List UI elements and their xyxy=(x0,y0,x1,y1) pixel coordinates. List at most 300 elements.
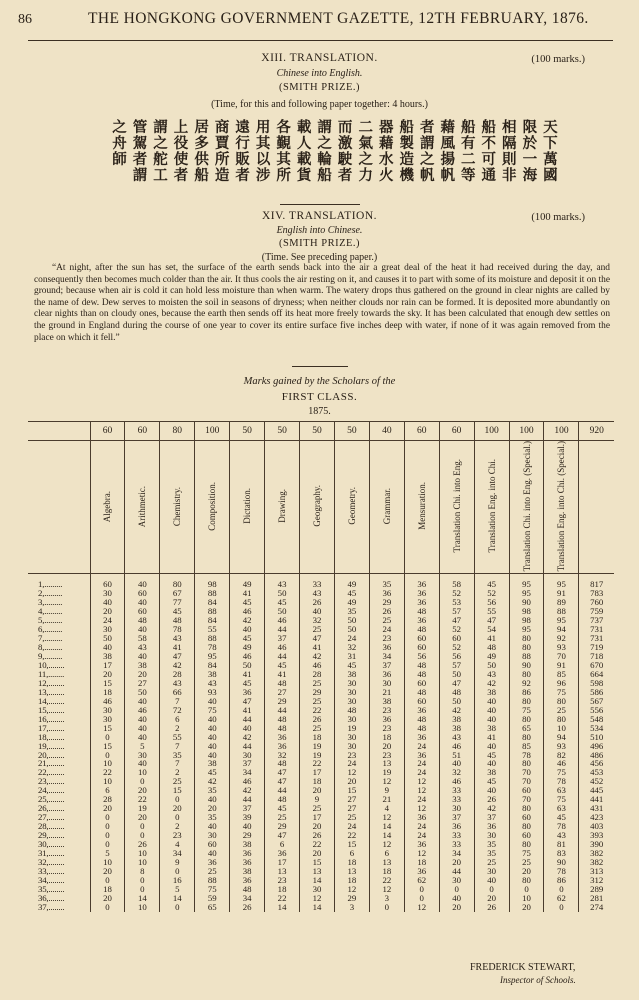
mark-cell: 39 xyxy=(230,813,265,822)
mark-cell: 12 xyxy=(369,885,404,894)
mark-cell: 57 xyxy=(439,607,474,616)
mark-cell: 60 xyxy=(509,786,544,795)
mark-cell: 38 xyxy=(195,670,230,679)
mark-cell: 88 xyxy=(195,589,230,598)
mark-cell: 60 xyxy=(404,679,439,688)
mark-cell: 48 xyxy=(265,759,300,768)
total-cell: 731 xyxy=(579,625,614,634)
mark-cell: 12 xyxy=(334,768,369,777)
mark-cell: 36 xyxy=(230,876,265,885)
mark-cell: 30 xyxy=(195,831,230,840)
mark-cell: 34 xyxy=(160,849,195,858)
subject-header-cell xyxy=(509,441,544,574)
mark-cell: 52 xyxy=(474,589,509,598)
mark-cell: 25 xyxy=(300,804,335,813)
mark-cell: 45 xyxy=(230,679,265,688)
scholar-number: 6,......... xyxy=(38,625,63,635)
mark-cell: 47 xyxy=(474,616,509,625)
mark-cell: 57 xyxy=(439,661,474,670)
mark-cell: 49 xyxy=(474,652,509,661)
chinese-column: 之舟師 xyxy=(110,119,126,167)
mark-cell: 92 xyxy=(509,679,544,688)
mark-cell: 26 xyxy=(474,795,509,804)
mark-cell: 47 xyxy=(160,652,195,661)
subject-header-cell xyxy=(369,441,404,574)
mark-cell: 24 xyxy=(90,616,125,625)
mark-cell: 50 xyxy=(334,625,369,634)
mark-cell: 0 xyxy=(544,885,579,894)
mark-cell: 80 xyxy=(509,643,544,652)
mark-cell: 40 xyxy=(474,786,509,795)
mark-cell: 22 xyxy=(125,795,160,804)
total-cell: 441 xyxy=(579,795,614,804)
mark-cell: 48 xyxy=(404,607,439,616)
mark-cell: 93 xyxy=(544,742,579,751)
section14-prize: (SMITH PRIZE.) xyxy=(278,238,361,249)
mark-cell: 0 xyxy=(90,733,125,742)
total-cell: 534 xyxy=(579,724,614,733)
mark-cell: 31 xyxy=(334,652,369,661)
mark-cell: 48 xyxy=(404,625,439,634)
header-rule xyxy=(28,40,613,41)
mark-cell: 95 xyxy=(509,625,544,634)
mark-cell: 0 xyxy=(125,885,160,894)
mark-cell: 65 xyxy=(195,903,230,912)
mark-cell: 44 xyxy=(265,625,300,634)
mark-cell: 49 xyxy=(334,598,369,607)
mark-cell: 70 xyxy=(509,777,544,786)
scholar-number: 10,........ xyxy=(38,661,65,670)
mark-cell: 27 xyxy=(265,688,300,697)
mark-cell: 40 xyxy=(125,574,160,589)
scholar-number: 16,........ xyxy=(38,714,65,724)
mark-cell: 98 xyxy=(509,607,544,616)
mark-cell: 88 xyxy=(195,876,230,885)
total-cell: 431 xyxy=(579,804,614,813)
total-cell: 598 xyxy=(579,679,614,688)
page-header xyxy=(18,10,618,36)
chinese-passage xyxy=(108,119,558,201)
total-cell: 453 xyxy=(579,768,614,777)
mark-cell: 9 xyxy=(300,795,335,804)
mark-cell: 6 xyxy=(160,715,195,724)
table-caption-year: 1875. xyxy=(308,406,331,417)
mark-cell: 30 xyxy=(90,706,125,715)
mark-cell: 13 xyxy=(369,759,404,768)
mark-cell: 60 xyxy=(195,840,230,849)
mark-cell: 40 xyxy=(195,697,230,706)
mark-cell: 6 xyxy=(90,786,125,795)
mark-cell: 50 xyxy=(125,688,160,697)
total-cell: 486 xyxy=(579,751,614,760)
mark-cell: 46 xyxy=(230,777,265,786)
mark-cell: 23 xyxy=(334,751,369,760)
mark-cell: 48 xyxy=(265,679,300,688)
mark-cell: 41 xyxy=(474,634,509,643)
mark-cell: 20 xyxy=(439,858,474,867)
mark-cell: 38 xyxy=(369,697,404,706)
scholar-number: 15,........ xyxy=(38,705,65,715)
mark-cell: 32 xyxy=(300,616,335,625)
mark-cell: 15 xyxy=(160,786,195,795)
mark-cell: 75 xyxy=(195,706,230,715)
mark-cell: 54 xyxy=(474,625,509,634)
total-cell: 403 xyxy=(579,822,614,831)
mark-cell: 18 xyxy=(90,885,125,894)
mark-cell: 14 xyxy=(265,903,300,912)
scholar-number: 35,........ xyxy=(38,884,65,894)
mark-cell: 50 xyxy=(334,616,369,625)
mark-cell: 53 xyxy=(439,598,474,607)
mark-cell: 89 xyxy=(544,598,579,607)
mark-cell: 0 xyxy=(125,876,160,885)
scholar-number: 7,......... xyxy=(38,634,63,644)
mark-cell: 80 xyxy=(160,574,195,589)
subject-header-cell xyxy=(195,441,230,574)
mark-cell: 29 xyxy=(300,688,335,697)
scholar-number: 5,......... xyxy=(38,616,63,626)
mark-cell: 84 xyxy=(195,616,230,625)
mark-cell: 40 xyxy=(125,598,160,607)
mark-cell: 81 xyxy=(544,840,579,849)
chinese-column: 上役使者 xyxy=(171,119,188,183)
mark-cell: 95 xyxy=(509,574,544,589)
mark-cell: 48 xyxy=(474,643,509,652)
mark-cell: 4 xyxy=(160,840,195,849)
mark-cell: 47 xyxy=(265,768,300,777)
mark-cell: 23 xyxy=(369,751,404,760)
mark-cell: 20 xyxy=(300,822,335,831)
mark-cell: 45 xyxy=(474,574,509,589)
mark-cell: 20 xyxy=(334,777,369,786)
total-cell: 760 xyxy=(579,598,614,607)
scholar-number: 34,........ xyxy=(38,875,65,885)
mark-cell: 58 xyxy=(439,574,474,589)
scholar-number: 31,........ xyxy=(38,849,65,858)
mark-cell: 15 xyxy=(334,840,369,849)
mark-cell: 19 xyxy=(334,724,369,733)
mark-cell: 20 xyxy=(439,903,474,912)
subject-label: Translation Eng. into Chi. (Special.) xyxy=(556,441,567,572)
mark-cell: 43 xyxy=(300,589,335,598)
max-marks-cell: 60 xyxy=(90,422,125,441)
mark-cell: 10 xyxy=(544,724,579,733)
mark-cell: 18 xyxy=(369,867,404,876)
mark-cell: 0 xyxy=(125,777,160,786)
section-divider xyxy=(280,204,360,205)
mark-cell: 15 xyxy=(300,858,335,867)
subject-label: Translation Chi. into Eng. (Special.) xyxy=(521,441,532,572)
mark-cell: 40 xyxy=(439,759,474,768)
table-caption-line1: Marks gained by the Scholars of the xyxy=(243,376,396,387)
total-cell: 567 xyxy=(579,697,614,706)
mark-cell: 55 xyxy=(474,607,509,616)
scholar-number: 36,........ xyxy=(38,893,65,903)
mark-cell: 0 xyxy=(160,903,195,912)
mark-cell: 40 xyxy=(125,625,160,634)
mark-cell: 26 xyxy=(125,840,160,849)
total-cell: 718 xyxy=(579,652,614,661)
mark-cell: 95 xyxy=(195,652,230,661)
mark-cell: 48 xyxy=(230,885,265,894)
mark-cell: 20 xyxy=(509,867,544,876)
mark-cell: 70 xyxy=(509,795,544,804)
max-marks-cell: 100 xyxy=(544,422,579,441)
mark-cell: 46 xyxy=(439,742,474,751)
mark-cell: 66 xyxy=(160,688,195,697)
chinese-column: 而激駛者 xyxy=(335,119,352,183)
gazette-title: THE HONGKONG GOVERNMENT GAZETTE, 12TH FEBRUARY, 1876. xyxy=(88,10,589,27)
mark-cell: 60 xyxy=(509,831,544,840)
mark-cell: 12 xyxy=(404,903,439,912)
mark-cell: 60 xyxy=(509,813,544,822)
mark-cell: 56 xyxy=(404,652,439,661)
table-row xyxy=(28,574,614,589)
mark-cell: 75 xyxy=(544,688,579,697)
mark-cell: 42 xyxy=(439,706,474,715)
mark-cell: 3 xyxy=(369,894,404,903)
mark-cell: 30 xyxy=(90,589,125,598)
subject-header-cell xyxy=(579,441,614,574)
mark-cell: 43 xyxy=(265,574,300,589)
mark-cell: 88 xyxy=(195,607,230,616)
scholar-number: 28,........ xyxy=(38,822,65,832)
subject-header-cell xyxy=(90,441,125,574)
mark-cell: 36 xyxy=(404,589,439,598)
scholar-number: 24,........ xyxy=(38,786,65,796)
mark-cell: 86 xyxy=(544,876,579,885)
mark-cell: 40 xyxy=(230,724,265,733)
scholar-number: 23,........ xyxy=(38,777,65,787)
mark-cell: 88 xyxy=(544,607,579,616)
mark-cell: 20 xyxy=(160,804,195,813)
mark-cell: 33 xyxy=(439,795,474,804)
mark-cell: 90 xyxy=(509,661,544,670)
mark-cell: 78 xyxy=(544,867,579,876)
mark-cell: 33 xyxy=(439,831,474,840)
mark-cell: 86 xyxy=(509,688,544,697)
mark-cell: 80 xyxy=(544,697,579,706)
mark-cell: 30 xyxy=(439,876,474,885)
mark-cell: 13 xyxy=(369,858,404,867)
mark-cell: 36 xyxy=(369,715,404,724)
mark-cell: 37 xyxy=(230,804,265,813)
mark-cell: 83 xyxy=(544,849,579,858)
mark-cell: 41 xyxy=(474,733,509,742)
subject-header-cell xyxy=(265,441,300,574)
mark-cell: 38 xyxy=(230,867,265,876)
mark-cell: 43 xyxy=(125,643,160,652)
scholar-number: 8,......... xyxy=(38,643,63,653)
mark-cell: 0 xyxy=(90,876,125,885)
mark-cell: 9 xyxy=(160,858,195,867)
mark-cell: 92 xyxy=(544,634,579,643)
mark-cell: 26 xyxy=(230,903,265,912)
mark-cell: 50 xyxy=(439,670,474,679)
mark-cell: 0 xyxy=(544,903,579,912)
subject-header-cell xyxy=(230,441,265,574)
chinese-column: 居多供船 xyxy=(192,119,209,183)
mark-cell: 38 xyxy=(230,840,265,849)
mark-cell: 14 xyxy=(125,894,160,903)
mark-cell: 43 xyxy=(474,670,509,679)
subject-label: Algebra. xyxy=(102,490,113,522)
mark-cell: 35 xyxy=(160,751,195,760)
mark-cell: 25 xyxy=(265,813,300,822)
section13-heading: XIII. TRANSLATION. xyxy=(261,52,378,64)
mark-cell: 5 xyxy=(160,885,195,894)
mark-cell: 36 xyxy=(404,574,439,589)
mark-cell: 36 xyxy=(230,858,265,867)
scholar-number: 1,......... xyxy=(38,579,63,590)
mark-cell: 12 xyxy=(334,885,369,894)
max-marks-cell: 60 xyxy=(439,422,474,441)
mark-cell: 25 xyxy=(544,706,579,715)
mark-cell: 24 xyxy=(334,759,369,768)
mark-cell: 28 xyxy=(300,670,335,679)
mark-cell: 48 xyxy=(404,661,439,670)
mark-cell: 47 xyxy=(439,679,474,688)
mark-cell: 60 xyxy=(404,643,439,652)
mark-cell: 46 xyxy=(544,759,579,768)
subject-header-cell xyxy=(334,441,369,574)
scholar-number: 18,........ xyxy=(38,732,65,742)
mark-cell: 0 xyxy=(160,867,195,876)
mark-cell: 91 xyxy=(544,589,579,598)
mark-cell: 36 xyxy=(265,742,300,751)
mark-cell: 55 xyxy=(160,733,195,742)
mark-cell: 77 xyxy=(160,598,195,607)
mark-cell: 24 xyxy=(404,768,439,777)
chinese-column: 限於一海 xyxy=(520,119,537,183)
mark-cell: 40 xyxy=(195,849,230,858)
mark-cell: 94 xyxy=(544,733,579,742)
scholar-number: 14,........ xyxy=(38,696,65,706)
mark-cell: 59 xyxy=(195,894,230,903)
mark-cell: 0 xyxy=(404,894,439,903)
mark-cell: 40 xyxy=(230,625,265,634)
mark-cell: 36 xyxy=(404,751,439,760)
marks-table-container xyxy=(28,421,614,961)
mark-cell: 12 xyxy=(369,777,404,786)
mark-cell: 18 xyxy=(265,885,300,894)
marks-table-body xyxy=(28,574,614,912)
mark-cell: 0 xyxy=(125,822,160,831)
mark-cell: 63 xyxy=(544,804,579,813)
mark-cell: 8 xyxy=(125,867,160,876)
mark-cell: 20 xyxy=(90,894,125,903)
max-marks-cell: 60 xyxy=(125,422,160,441)
mark-cell: 47 xyxy=(439,616,474,625)
mark-cell: 50 xyxy=(230,661,265,670)
mark-cell: 65 xyxy=(509,724,544,733)
mark-cell: 18 xyxy=(334,876,369,885)
mark-cell: 45 xyxy=(265,661,300,670)
mark-cell: 20 xyxy=(90,607,125,616)
mark-cell: 26 xyxy=(369,607,404,616)
mark-cell: 38 xyxy=(125,661,160,670)
mark-cell: 24 xyxy=(404,759,439,768)
mark-cell: 84 xyxy=(195,661,230,670)
mark-cell: 30 xyxy=(439,804,474,813)
subject-label: Dictation. xyxy=(242,488,253,525)
chinese-column: 船製造機 xyxy=(397,119,414,183)
mark-cell: 37 xyxy=(369,661,404,670)
mark-cell: 20 xyxy=(90,670,125,679)
mark-cell: 7 xyxy=(160,742,195,751)
mark-cell: 75 xyxy=(509,706,544,715)
total-cell: 382 xyxy=(579,849,614,858)
mark-cell: 84 xyxy=(195,598,230,607)
subject-label: Geography. xyxy=(311,485,322,528)
mark-cell: 44 xyxy=(230,742,265,751)
mark-cell: 36 xyxy=(404,616,439,625)
mark-cell: 14 xyxy=(300,876,335,885)
scholar-number: 3,......... xyxy=(38,598,63,608)
total-cell: 274 xyxy=(579,903,614,912)
subject-label: Translation Chi. into Eng. xyxy=(451,459,462,553)
mark-cell: 48 xyxy=(160,616,195,625)
mark-cell: 20 xyxy=(195,804,230,813)
mark-cell: 21 xyxy=(369,795,404,804)
mark-cell: 29 xyxy=(265,697,300,706)
mark-cell: 15 xyxy=(334,786,369,795)
max-marks-row xyxy=(28,422,614,441)
mark-cell: 40 xyxy=(195,715,230,724)
mark-cell: 96 xyxy=(544,679,579,688)
mark-cell: 60 xyxy=(125,589,160,598)
scholar-number: 4,......... xyxy=(38,607,63,617)
total-cell: 313 xyxy=(579,867,614,876)
mark-cell: 30 xyxy=(334,679,369,688)
mark-cell: 38 xyxy=(474,768,509,777)
mark-cell: 45 xyxy=(544,813,579,822)
mark-cell: 45 xyxy=(334,661,369,670)
scholar-number: 32,........ xyxy=(38,857,65,867)
mark-cell: 35 xyxy=(195,813,230,822)
subject-header-row xyxy=(28,441,614,574)
mark-cell: 20 xyxy=(300,849,335,858)
mark-cell: 10 xyxy=(90,777,125,786)
mark-cell: 37 xyxy=(265,634,300,643)
mark-cell: 49 xyxy=(230,643,265,652)
mark-cell: 25 xyxy=(300,679,335,688)
mark-cell: 40 xyxy=(474,876,509,885)
header-blank-cell xyxy=(28,441,90,574)
paragraph-divider xyxy=(292,366,348,367)
mark-cell: 26 xyxy=(300,598,335,607)
mark-cell: 20 xyxy=(509,903,544,912)
mark-cell: 16 xyxy=(160,876,195,885)
mark-cell: 25 xyxy=(474,858,509,867)
total-cell: 586 xyxy=(579,688,614,697)
mark-cell: 10 xyxy=(125,849,160,858)
max-marks-cell: 100 xyxy=(509,422,544,441)
mark-cell: 95 xyxy=(544,574,579,589)
mark-cell: 28 xyxy=(90,795,125,804)
mark-cell: 36 xyxy=(265,849,300,858)
mark-cell: 25 xyxy=(509,858,544,867)
mark-cell: 29 xyxy=(265,822,300,831)
mark-cell: 60 xyxy=(404,634,439,643)
mark-cell: 41 xyxy=(265,670,300,679)
section14-marks: (100 marks.) xyxy=(531,212,585,223)
mark-cell: 0 xyxy=(125,831,160,840)
chinese-column: 藉風揚帆 xyxy=(438,119,455,183)
subject-label: Mensuration. xyxy=(416,482,427,531)
mark-cell: 27 xyxy=(125,679,160,688)
mark-cell: 80 xyxy=(509,715,544,724)
